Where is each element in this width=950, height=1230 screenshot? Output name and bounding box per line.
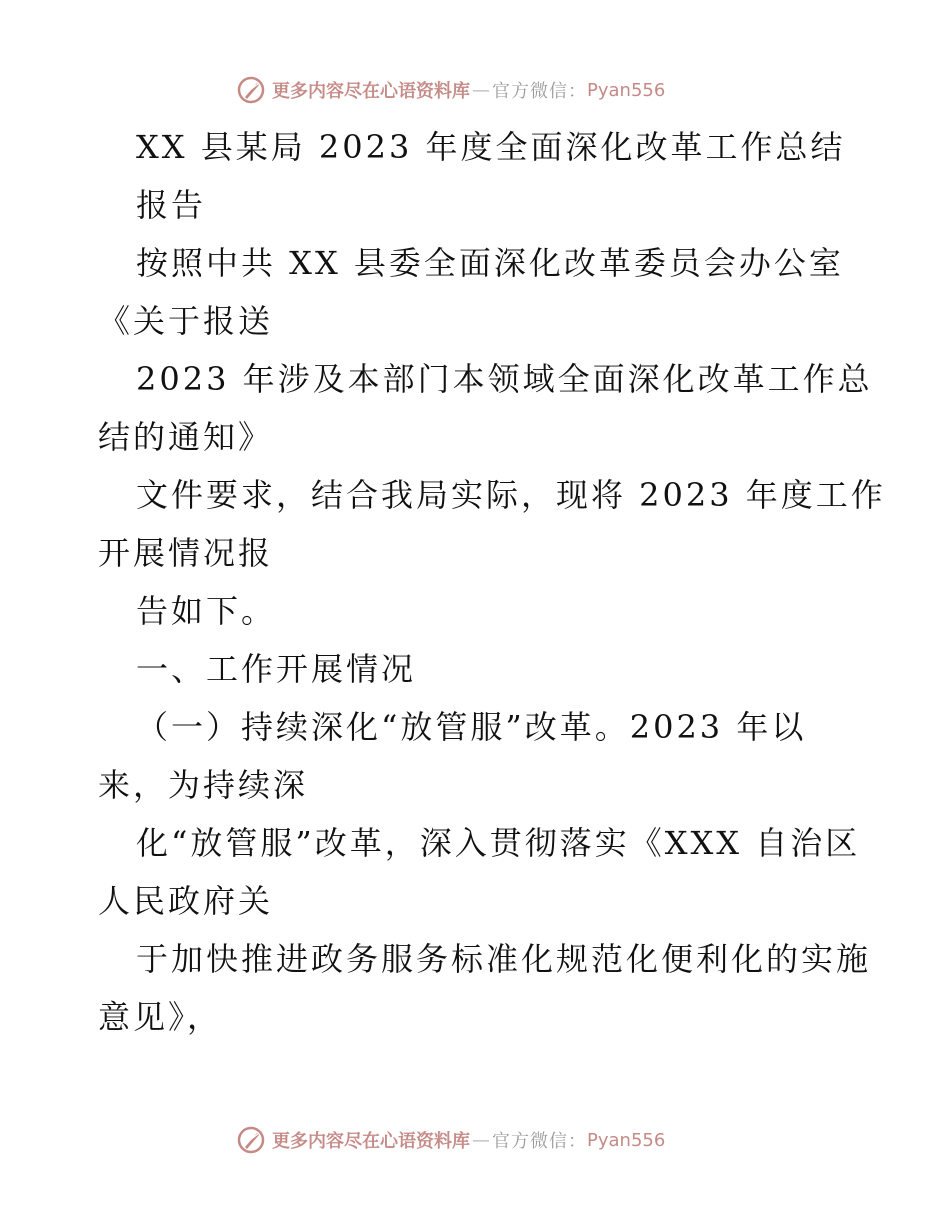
doc-title-line-1: XX 县某局 2023 年度全面深化改革工作总结 [136,128,846,166]
watermark-footer [236,1123,665,1157]
doc-line: 化“放管服”改革，深入贯彻落实《XXX 自治区 [136,824,861,862]
doc-line: （一）持续深化“放管服”改革。2023 年以 [136,708,807,746]
doc-line: 告如下。 [136,592,277,630]
watermark-brand: 更多内容尽在心语资料库 [272,1131,470,1152]
watermark-label: 官方微信： [492,1131,587,1152]
doc-line: 于加快推进政务服务标准化规范化便利化的实施 [136,940,872,978]
doc-line: 开展情况报 [98,534,274,572]
doc-line: 来，为持续深 [98,766,309,804]
watermark-dash: — [472,1129,490,1151]
watermark-id: Pyan556 [587,79,666,101]
watermark-id: Pyan556 [587,1129,666,1151]
watermark-dash: — [472,79,490,101]
doc-title-line-2: 报告 [136,186,207,224]
doc-line: 2023 年涉及本部门本领域全面深化改革工作总 [136,360,873,398]
watermark-label: 官方微信： [492,81,587,102]
doc-line: 文件要求，结合我局实际，现将 2023 年度工作 [136,476,886,514]
quill-logo-icon [236,1125,266,1155]
watermark-header [236,73,665,107]
doc-line: 人民政府关 [98,882,274,920]
watermark-brand: 更多内容尽在心语资料库 [272,81,470,102]
doc-line: 结的通知》 [98,418,274,456]
doc-line: 按照中共 XX 县委全面深化改革委员会办公室 [136,244,844,282]
doc-line: 《关于报送 [98,302,274,340]
doc-line: 意见》， [98,998,223,1036]
section-heading: 一、工作开展情况 [136,650,417,688]
quill-logo-icon [236,75,266,105]
